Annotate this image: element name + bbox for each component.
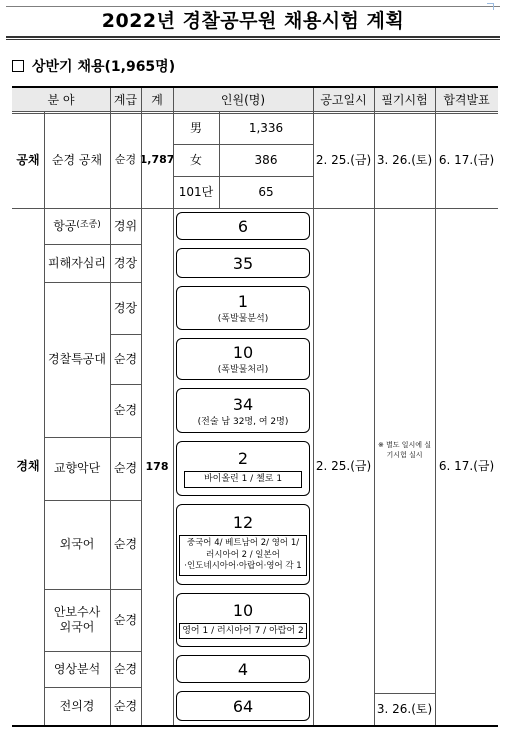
foreign-detail-line: 중국어 4/ 베트남어 2/ 영어 1/ bbox=[186, 538, 300, 549]
open-total: 1,787 bbox=[139, 153, 175, 167]
open-category: 공채 bbox=[16, 152, 40, 167]
special-count: 10 bbox=[232, 343, 254, 362]
open-row-count: 65 bbox=[258, 184, 274, 199]
orchestra-rank: 순경 bbox=[113, 461, 138, 475]
header-result: 합격발표 bbox=[435, 88, 498, 112]
victim-count: 35 bbox=[232, 253, 254, 273]
special-note: (전술 남 32명, 여 2명) bbox=[197, 416, 289, 427]
security-foreign-detail: 영어 1 / 러시아어 7 / 아랍어 2 bbox=[179, 623, 307, 639]
grid-line bbox=[110, 334, 141, 335]
orchestra-detail: 바이올린 1 / 첼로 1 bbox=[184, 471, 302, 487]
title-top-rule bbox=[6, 6, 500, 7]
grid-line bbox=[44, 589, 141, 590]
aviation-field-label: 항공 bbox=[53, 218, 77, 233]
special-rank: 순경 bbox=[113, 403, 138, 417]
career-category: 경채 bbox=[16, 459, 40, 473]
aviation-count: 6 bbox=[237, 216, 249, 236]
grid-line bbox=[44, 687, 141, 688]
open-field: 순경 공채 bbox=[51, 152, 103, 167]
open-row-label: 女 bbox=[189, 152, 202, 167]
foreign-detail bbox=[179, 535, 307, 575]
foreign-detail-line: ·인도네시아어·아랍어·영어 각 1 bbox=[184, 561, 302, 572]
security-foreign-rank: 순경 bbox=[113, 612, 138, 627]
page-title: 2022년 경찰공무원 채용시험 계획 bbox=[101, 10, 405, 32]
header-rank: 계급 bbox=[110, 88, 141, 112]
special-count: 1 bbox=[237, 292, 249, 311]
special-note: (폭발물분석) bbox=[217, 314, 269, 324]
aviation-rank: 경위 bbox=[113, 218, 138, 233]
video-field: 영상분석 bbox=[53, 661, 101, 676]
aviation-field-note: (조종) bbox=[76, 220, 101, 231]
special-field: 경찰특공대 bbox=[48, 352, 106, 366]
career-total: 178 bbox=[145, 459, 169, 473]
grid-line bbox=[374, 88, 375, 725]
grid-line bbox=[313, 88, 314, 725]
orchestra-field: 교향악단 bbox=[53, 461, 101, 475]
foreign-count: 12 bbox=[232, 513, 254, 533]
security-foreign-field bbox=[44, 589, 110, 651]
open-row-count: 386 bbox=[254, 152, 278, 167]
career-result-date: 6. 17.(금) bbox=[438, 459, 495, 473]
section-title: 상반기 채용(1,965명) bbox=[32, 59, 176, 75]
open-row-label: 男 bbox=[189, 120, 202, 135]
security-foreign-count: 10 bbox=[232, 600, 254, 620]
special-count-box bbox=[176, 338, 310, 380]
open-exam-date: 3. 26.(토) bbox=[376, 152, 433, 167]
header-personnel: 인원(명) bbox=[173, 88, 313, 112]
victim-rank: 경장 bbox=[113, 255, 138, 270]
conscript-count-box bbox=[176, 691, 310, 721]
orchestra-count: 2 bbox=[237, 449, 249, 469]
career-exam-last: 3. 26.(토) bbox=[376, 701, 433, 716]
corner-mark bbox=[487, 3, 494, 10]
victim-count-box bbox=[176, 248, 310, 278]
career-exam-note: ※ 별도 일시에 실기시험 실시 bbox=[377, 441, 432, 459]
header-notice-date: 공고일시 bbox=[313, 88, 374, 112]
header-field: 분 야 bbox=[12, 88, 110, 112]
grid-line bbox=[173, 176, 313, 177]
orchestra-count-box bbox=[176, 441, 310, 496]
video-rank: 순경 bbox=[113, 661, 138, 676]
victim-field: 피해자심리 bbox=[48, 255, 106, 270]
aviation-count-box bbox=[176, 212, 310, 240]
conscript-rank: 순경 bbox=[113, 698, 138, 713]
grid-line bbox=[12, 208, 498, 209]
header-written-exam: 필기시험 bbox=[374, 88, 435, 112]
open-rank: 순경 bbox=[114, 153, 137, 167]
video-count-box bbox=[176, 655, 310, 683]
grid-line bbox=[141, 88, 142, 725]
grid-line bbox=[12, 111, 498, 114]
foreign-rank: 순경 bbox=[113, 537, 138, 551]
header-total: 계 bbox=[141, 88, 173, 112]
security-foreign-field-line1: 안보수사 bbox=[53, 605, 101, 619]
grid-line bbox=[110, 384, 141, 385]
open-notice-date: 2. 25.(금) bbox=[315, 152, 372, 167]
conscript-count: 64 bbox=[232, 696, 254, 716]
video-count: 4 bbox=[237, 659, 249, 679]
title-bottom-rule-thin bbox=[6, 39, 500, 40]
grid-line bbox=[44, 282, 141, 283]
grid-line bbox=[44, 437, 141, 438]
grid-line bbox=[44, 244, 141, 245]
career-exam-note-cell bbox=[374, 208, 435, 693]
conscript-field: 전의경 bbox=[59, 698, 95, 713]
special-rank: 순경 bbox=[113, 351, 138, 366]
checkbox-square-icon bbox=[12, 60, 24, 72]
aviation-field bbox=[44, 208, 110, 244]
special-count-box bbox=[176, 286, 310, 330]
special-note: (폭발물처리) bbox=[217, 365, 269, 375]
security-foreign-field-line2: 외국어 bbox=[59, 620, 95, 634]
grid-line bbox=[44, 651, 141, 652]
section-heading bbox=[12, 56, 175, 76]
foreign-count-box bbox=[176, 504, 310, 585]
special-rank: 경장 bbox=[113, 300, 138, 315]
foreign-field: 외국어 bbox=[59, 537, 95, 551]
security-foreign-count-box bbox=[176, 593, 310, 647]
grid-line bbox=[435, 88, 436, 725]
special-count-box bbox=[176, 388, 310, 433]
special-count: 34 bbox=[232, 394, 254, 414]
grid-line bbox=[219, 112, 220, 208]
recruitment-table bbox=[12, 86, 498, 727]
open-row-label: 101단 bbox=[178, 184, 214, 199]
foreign-detail-line: 러시아어 2 / 일본어 bbox=[206, 549, 280, 560]
grid-line bbox=[173, 88, 174, 725]
grid-line bbox=[44, 112, 45, 725]
grid-line bbox=[110, 88, 111, 725]
career-notice-date: 2. 25.(금) bbox=[315, 459, 372, 473]
grid-line bbox=[44, 500, 141, 501]
open-row-count: 1,336 bbox=[248, 120, 284, 135]
open-result-date: 6. 17.(금) bbox=[438, 152, 495, 167]
grid-line bbox=[374, 693, 435, 694]
title-bottom-rule bbox=[6, 36, 500, 38]
grid-line bbox=[173, 144, 313, 145]
